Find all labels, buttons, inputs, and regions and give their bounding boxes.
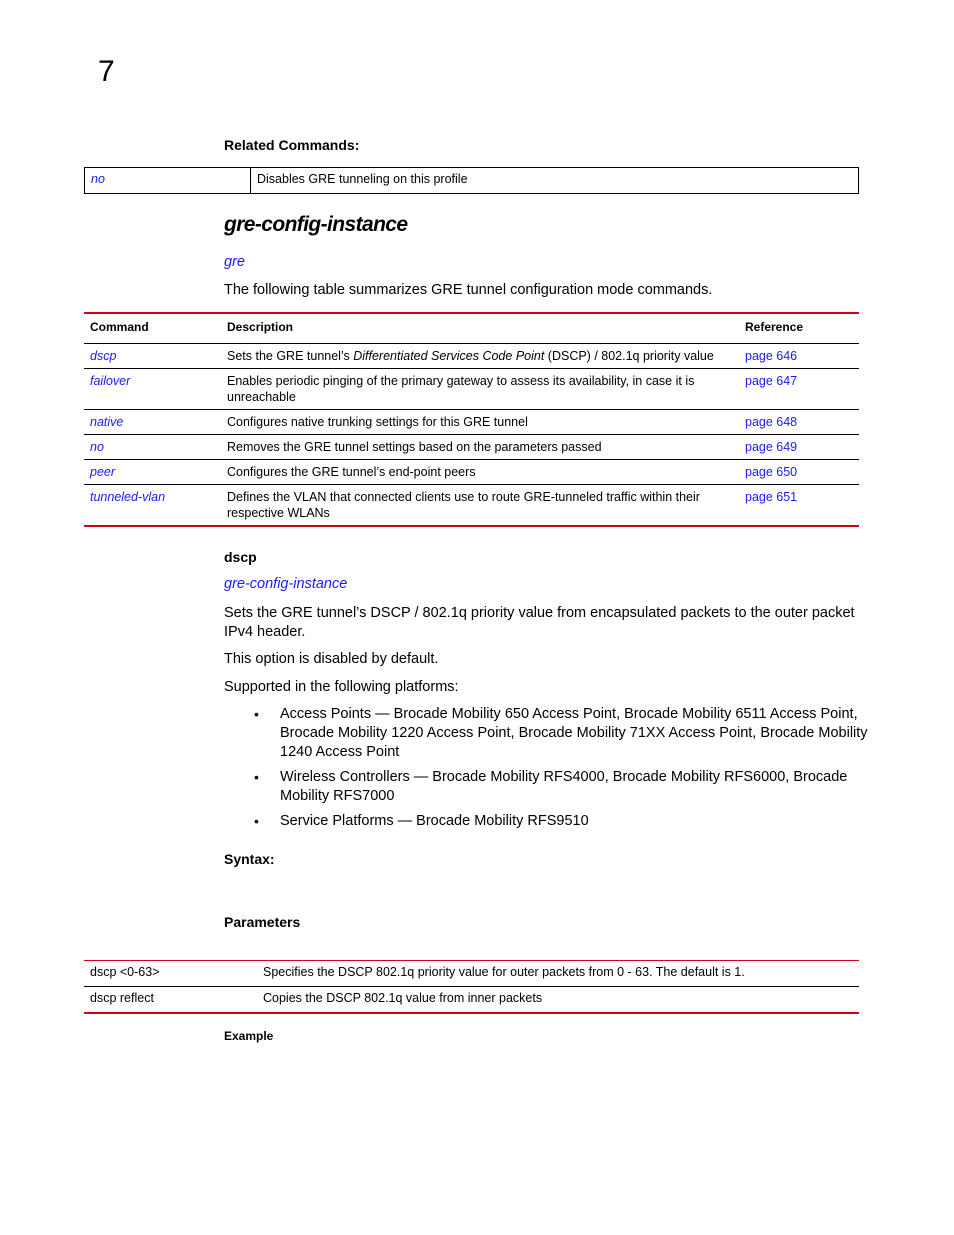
parameters-heading: Parameters (224, 914, 301, 930)
command-description: Defines the VLAN that connected clients use to route GRE-tunneled traffic within their respective WLANs (227, 490, 700, 520)
table-row (85, 168, 859, 194)
reference-link[interactable]: page 650 (745, 465, 798, 479)
commands-table (84, 312, 859, 527)
platforms-list (224, 705, 874, 837)
example-heading: Example (224, 1029, 274, 1043)
related-commands-table (84, 167, 859, 194)
chapter-number: 7 (98, 55, 115, 88)
reference-link[interactable]: page 647 (745, 374, 798, 388)
table-row (84, 410, 859, 435)
table-row (84, 961, 859, 987)
related-command-description: Disables GRE tunneling on this profile (251, 168, 859, 194)
section-intro: The following table summarizes GRE tunnel configuration mode commands. (224, 282, 713, 298)
section-title: gre-config-instance (224, 213, 408, 236)
parameter-description: Copies the DSCP 802.1q value from inner packets (263, 991, 543, 1005)
related-commands-heading: Related Commands: (224, 137, 360, 153)
reference-link[interactable]: page 646 (745, 349, 798, 363)
dscp-heading: dscp (224, 549, 257, 565)
table-row (84, 485, 859, 527)
list-item: • Wireless Controllers — Brocade Mobility RFS4000, Brocade Mobility RFS6000, Brocade Mobility RFS7000 (254, 769, 848, 804)
parent-link-gre[interactable]: gre (224, 254, 245, 270)
command-description: Configures the GRE tunnel’s end-point peers (221, 460, 739, 485)
command-description: Sets the GRE tunnel’s Differentiated Services Code Point (DSCP) / 802.1q priority value (221, 344, 739, 369)
syntax-heading: Syntax: (224, 851, 275, 867)
list-item: • Access Points — Brocade Mobility 650 Access Point, Brocade Mobility 6511 Access Point, Brocade Mobility 1220 Access Point, Brocade Mobility 71XX Access Point, Brocade Mobility 1240 Access Point (254, 706, 868, 760)
command-link[interactable]: tunneled-vlan (90, 490, 166, 504)
table-row (84, 987, 859, 1014)
dscp-description: Sets the GRE tunnel’s DSCP / 802.1q priority value from encapsulated packets to the outer packet IPv4 header. (224, 605, 855, 640)
reference-link[interactable]: page 651 (745, 490, 798, 504)
list-item: • Service Platforms — Brocade Mobility RFS9510 (254, 813, 589, 829)
reference-link[interactable]: page 648 (745, 415, 798, 429)
command-link[interactable]: peer (90, 465, 116, 479)
command-description: Enables periodic pinging of the primary gateway to assess its availability, in case it is unreachable (221, 369, 739, 410)
platforms-intro: Supported in the following platforms: (224, 679, 459, 695)
header-command: Command (84, 313, 221, 344)
parameter-name: dscp <0-63> (84, 961, 257, 987)
command-link[interactable]: dscp (90, 349, 117, 363)
table-row (84, 435, 859, 460)
command-link[interactable]: no (90, 440, 104, 454)
command-description: Configures native trunking settings for this GRE tunnel (221, 410, 739, 435)
header-reference: Reference (739, 313, 859, 344)
table-header-row (84, 313, 859, 344)
parameter-description: Specifies the DSCP 802.1q priority value for outer packets from 0 - 63. The default is 1. (257, 961, 859, 987)
command-link[interactable]: native (90, 415, 124, 429)
parameters-table (84, 960, 859, 1014)
header-description: Description (221, 313, 739, 344)
command-description: Removes the GRE tunnel settings based on the parameters passed (221, 435, 739, 460)
related-command-link[interactable]: no (85, 168, 251, 194)
table-row (84, 460, 859, 485)
default-note: This option is disabled by default. (224, 651, 439, 667)
parent-link-gre-config-instance[interactable]: gre-config-instance (224, 576, 348, 592)
table-row (84, 369, 859, 410)
parameter-name: dscp reflect (90, 991, 154, 1005)
reference-link[interactable]: page 649 (745, 440, 798, 454)
table-row (84, 344, 859, 369)
command-link[interactable]: failover (90, 374, 131, 388)
